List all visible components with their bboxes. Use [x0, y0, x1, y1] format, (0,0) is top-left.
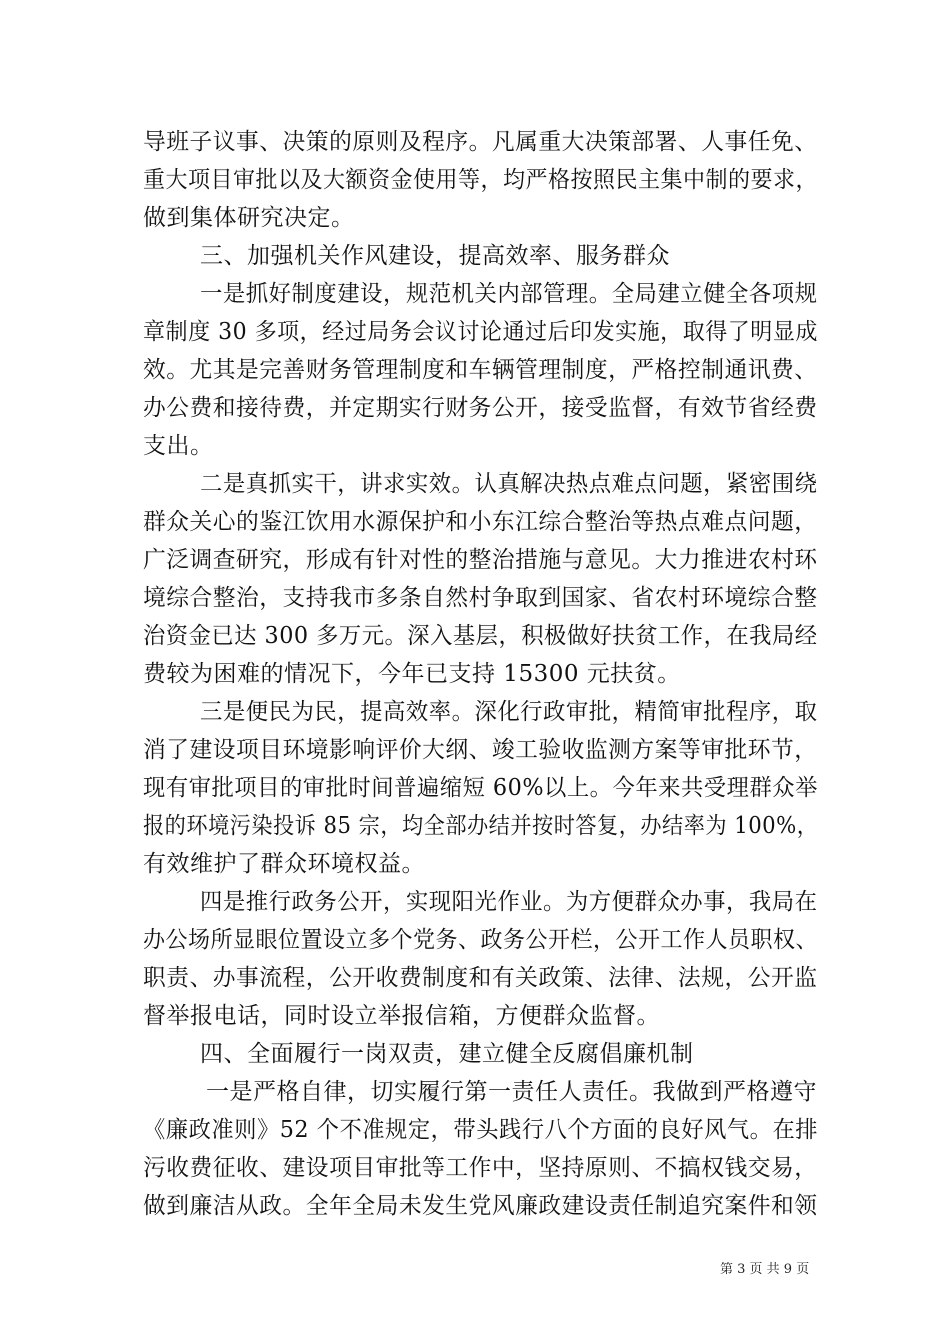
- section-heading: 三、加强机关作风建设，提高效率、服务群众: [200, 243, 670, 269]
- page-number-footer: 第 3 页 共 9 页: [720, 1262, 810, 1277]
- body-text-line: 职责、办事流程，公开收费制度和有关政策、法律、法规，公开监: [143, 965, 818, 991]
- body-text-line: 报的环境污染投诉 85 宗，均全部办结并按时答复，办结率为 100%，: [143, 813, 819, 839]
- section-heading: 四、全面履行一岗双责，建立健全反腐倡廉机制: [200, 1041, 694, 1067]
- body-text-line: 广泛调查研究，形成有针对性的整治措施与意见。大力推进农村环: [143, 547, 818, 573]
- body-text-line: 做到廉洁从政。全年全局未发生党风廉政建设责任制追究案件和领: [143, 1193, 818, 1219]
- body-text-line: 费较为困难的情况下，今年已支持 15300 元扶贫。: [143, 661, 681, 687]
- body-text-line: 督举报电话，同时设立举报信箱，方便群众监督。: [143, 1003, 660, 1029]
- body-text-line: 重大项目审批以及大额资金使用等，均严格按照民主集中制的要求，: [143, 167, 818, 193]
- body-text-line: 支出。: [143, 433, 214, 459]
- body-text-line: 有效维护了群众环境权益。: [143, 851, 425, 877]
- body-text-line: 办公费和接待费，并定期实行财务公开，接受监督，有效节省经费: [143, 395, 818, 421]
- body-text-line: 导班子议事、决策的原则及程序。凡属重大决策部署、人事任免、: [143, 129, 818, 155]
- body-text-line: 境综合整治，支持我市多条自然村争取到国家、省农村环境综合整: [143, 585, 818, 611]
- body-text-line: 做到集体研究决定。: [143, 205, 355, 231]
- body-text-line: 污收费征收、建设项目审批等工作中，坚持原则、不搞权钱交易，: [143, 1155, 818, 1181]
- body-text-line: 二是真抓实干，讲求实效。认真解决热点难点问题，紧密围绕: [200, 471, 818, 497]
- body-text-line: 章制度 30 多项，经过局务会议讨论通过后印发实施，取得了明显成: [143, 319, 818, 345]
- body-text-line: 治资金已达 300 多万元。深入基层，积极做好扶贫工作，在我局经: [143, 623, 818, 649]
- body-text-line: 一是严格自律，切实履行第一责任人责任。我做到严格遵守: [206, 1079, 817, 1105]
- body-text-line: 效。尤其是完善财务管理制度和车辆管理制度，严格控制通讯费、: [143, 357, 818, 383]
- body-text-line: 一是抓好制度建设，规范机关内部管理。全局建立健全各项规: [200, 281, 818, 307]
- body-text-line: 三是便民为民，提高效率。深化行政审批，精简审批程序，取: [200, 699, 818, 725]
- body-text-line: 《廉政准则》52 个不准规定，带头践行八个方面的良好风气。在排: [143, 1117, 819, 1143]
- body-text-line: 四是推行政务公开，实现阳光作业。为方便群众办事，我局在: [200, 889, 818, 915]
- body-text-line: 消了建设项目环境影响评价大纲、竣工验收监测方案等审批环节，: [143, 737, 818, 763]
- body-text-line: 办公场所显眼位置设立多个党务、政务公开栏，公开工作人员职权、: [143, 927, 818, 953]
- body-text-line: 现有审批项目的审批时间普遍缩短 60%以上。今年来共受理群众举: [143, 775, 818, 801]
- body-text-line: 群众关心的鉴江饮用水源保护和小东江综合整治等热点难点问题，: [143, 509, 818, 535]
